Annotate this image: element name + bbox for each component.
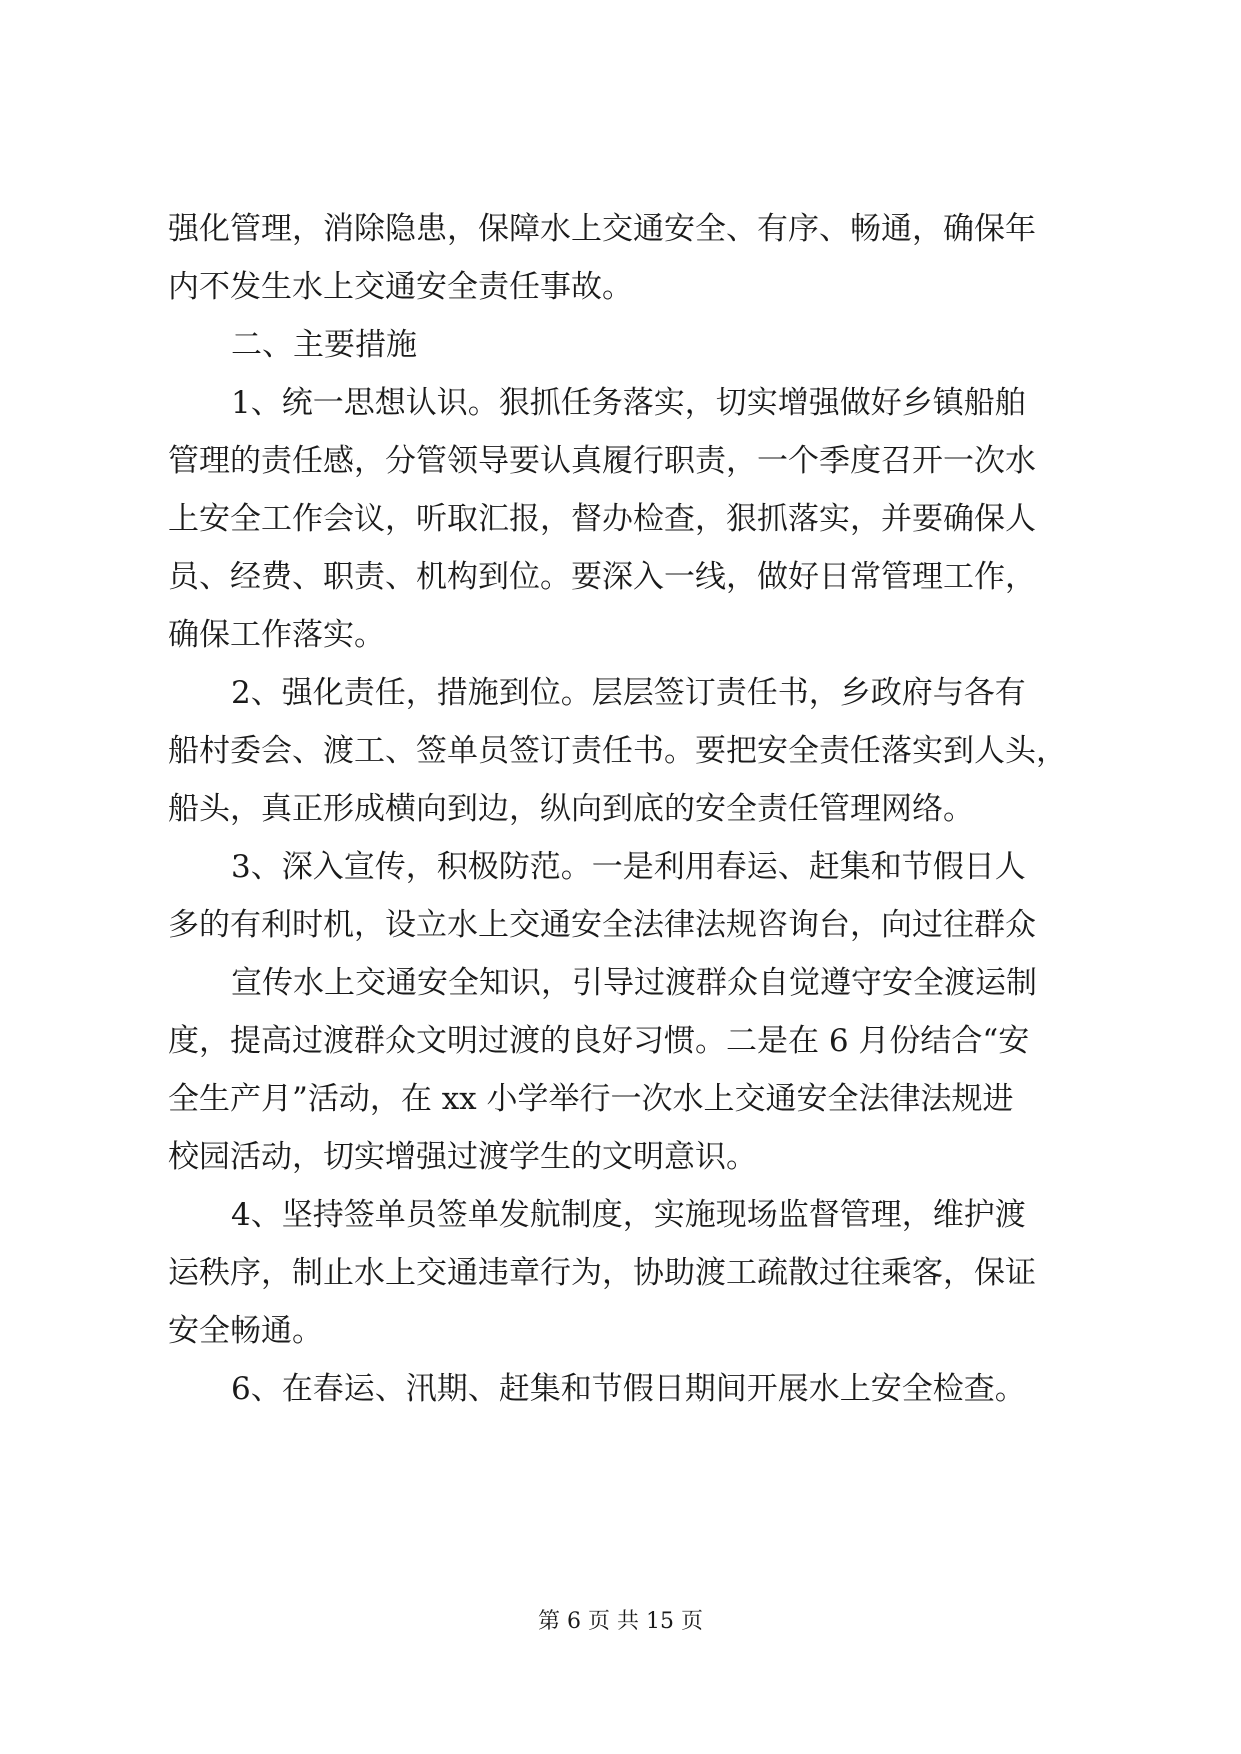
body-line: 运秩序，制止水上交通违章行为，协助渡工疏散过往乘客，保证 [168,1255,1036,1291]
body-line: 管理的责任感，分管领导要认真履行职责，一个季度召开一次水 [168,443,1036,479]
body-line: 船头，真正形成横向到边，纵向到底的安全责任管理网络。 [168,791,974,827]
body-line: 上安全工作会议，听取汇报，督办检查，狠抓落实，并要确保人 [168,501,1036,537]
body-line: 宣传水上交通安全知识，引导过渡群众自觉遵守安全渡运制 [231,965,1037,1001]
body-line: 安全畅通。 [168,1313,323,1349]
body-line: 全生产月”活动，在 xx 小学举行一次水上交通安全法律法规进 [168,1081,1014,1117]
body-line: 2、强化责任，措施到位。层层签订责任书，乡政府与各有 [231,675,1026,711]
body-line: 员、经费、职责、机构到位。要深入一线，做好日常管理工作， [168,559,1036,595]
body-line: 6、在春运、汛期、赶集和节假日期间开展水上安全检查。 [231,1371,1026,1407]
body-line: 4、坚持签单员签单发航制度，实施现场监督管理，维护渡 [231,1197,1026,1233]
body-line: 强化管理，消除隐患，保障水上交通安全、有序、畅通，确保年 [168,211,1036,247]
body-line: 船村委会、渡工、签单员签订责任书。要把安全责任落实到人头， [168,733,1067,769]
body-line: 内不发生水上交通安全责任事故。 [168,269,633,305]
page-number-footer: 第 6 页 共 15 页 [538,1609,703,1634]
body-line: 3、深入宣传，积极防范。一是利用春运、赶集和节假日人 [231,849,1026,885]
body-line: 度，提高过渡群众文明过渡的良好习惯。二是在 6 月份结合“安 [168,1023,1030,1059]
body-line: 1、统一思想认识。狠抓任务落实，切实增强做好乡镇船舶 [231,385,1026,421]
body-line: 确保工作落实。 [168,617,385,653]
body-line: 校园活动，切实增强过渡学生的文明意识。 [168,1139,757,1175]
body-line: 多的有利时机，设立水上交通安全法律法规咨询台，向过往群众 [168,907,1036,943]
section-heading: 二、主要措施 [231,327,417,363]
